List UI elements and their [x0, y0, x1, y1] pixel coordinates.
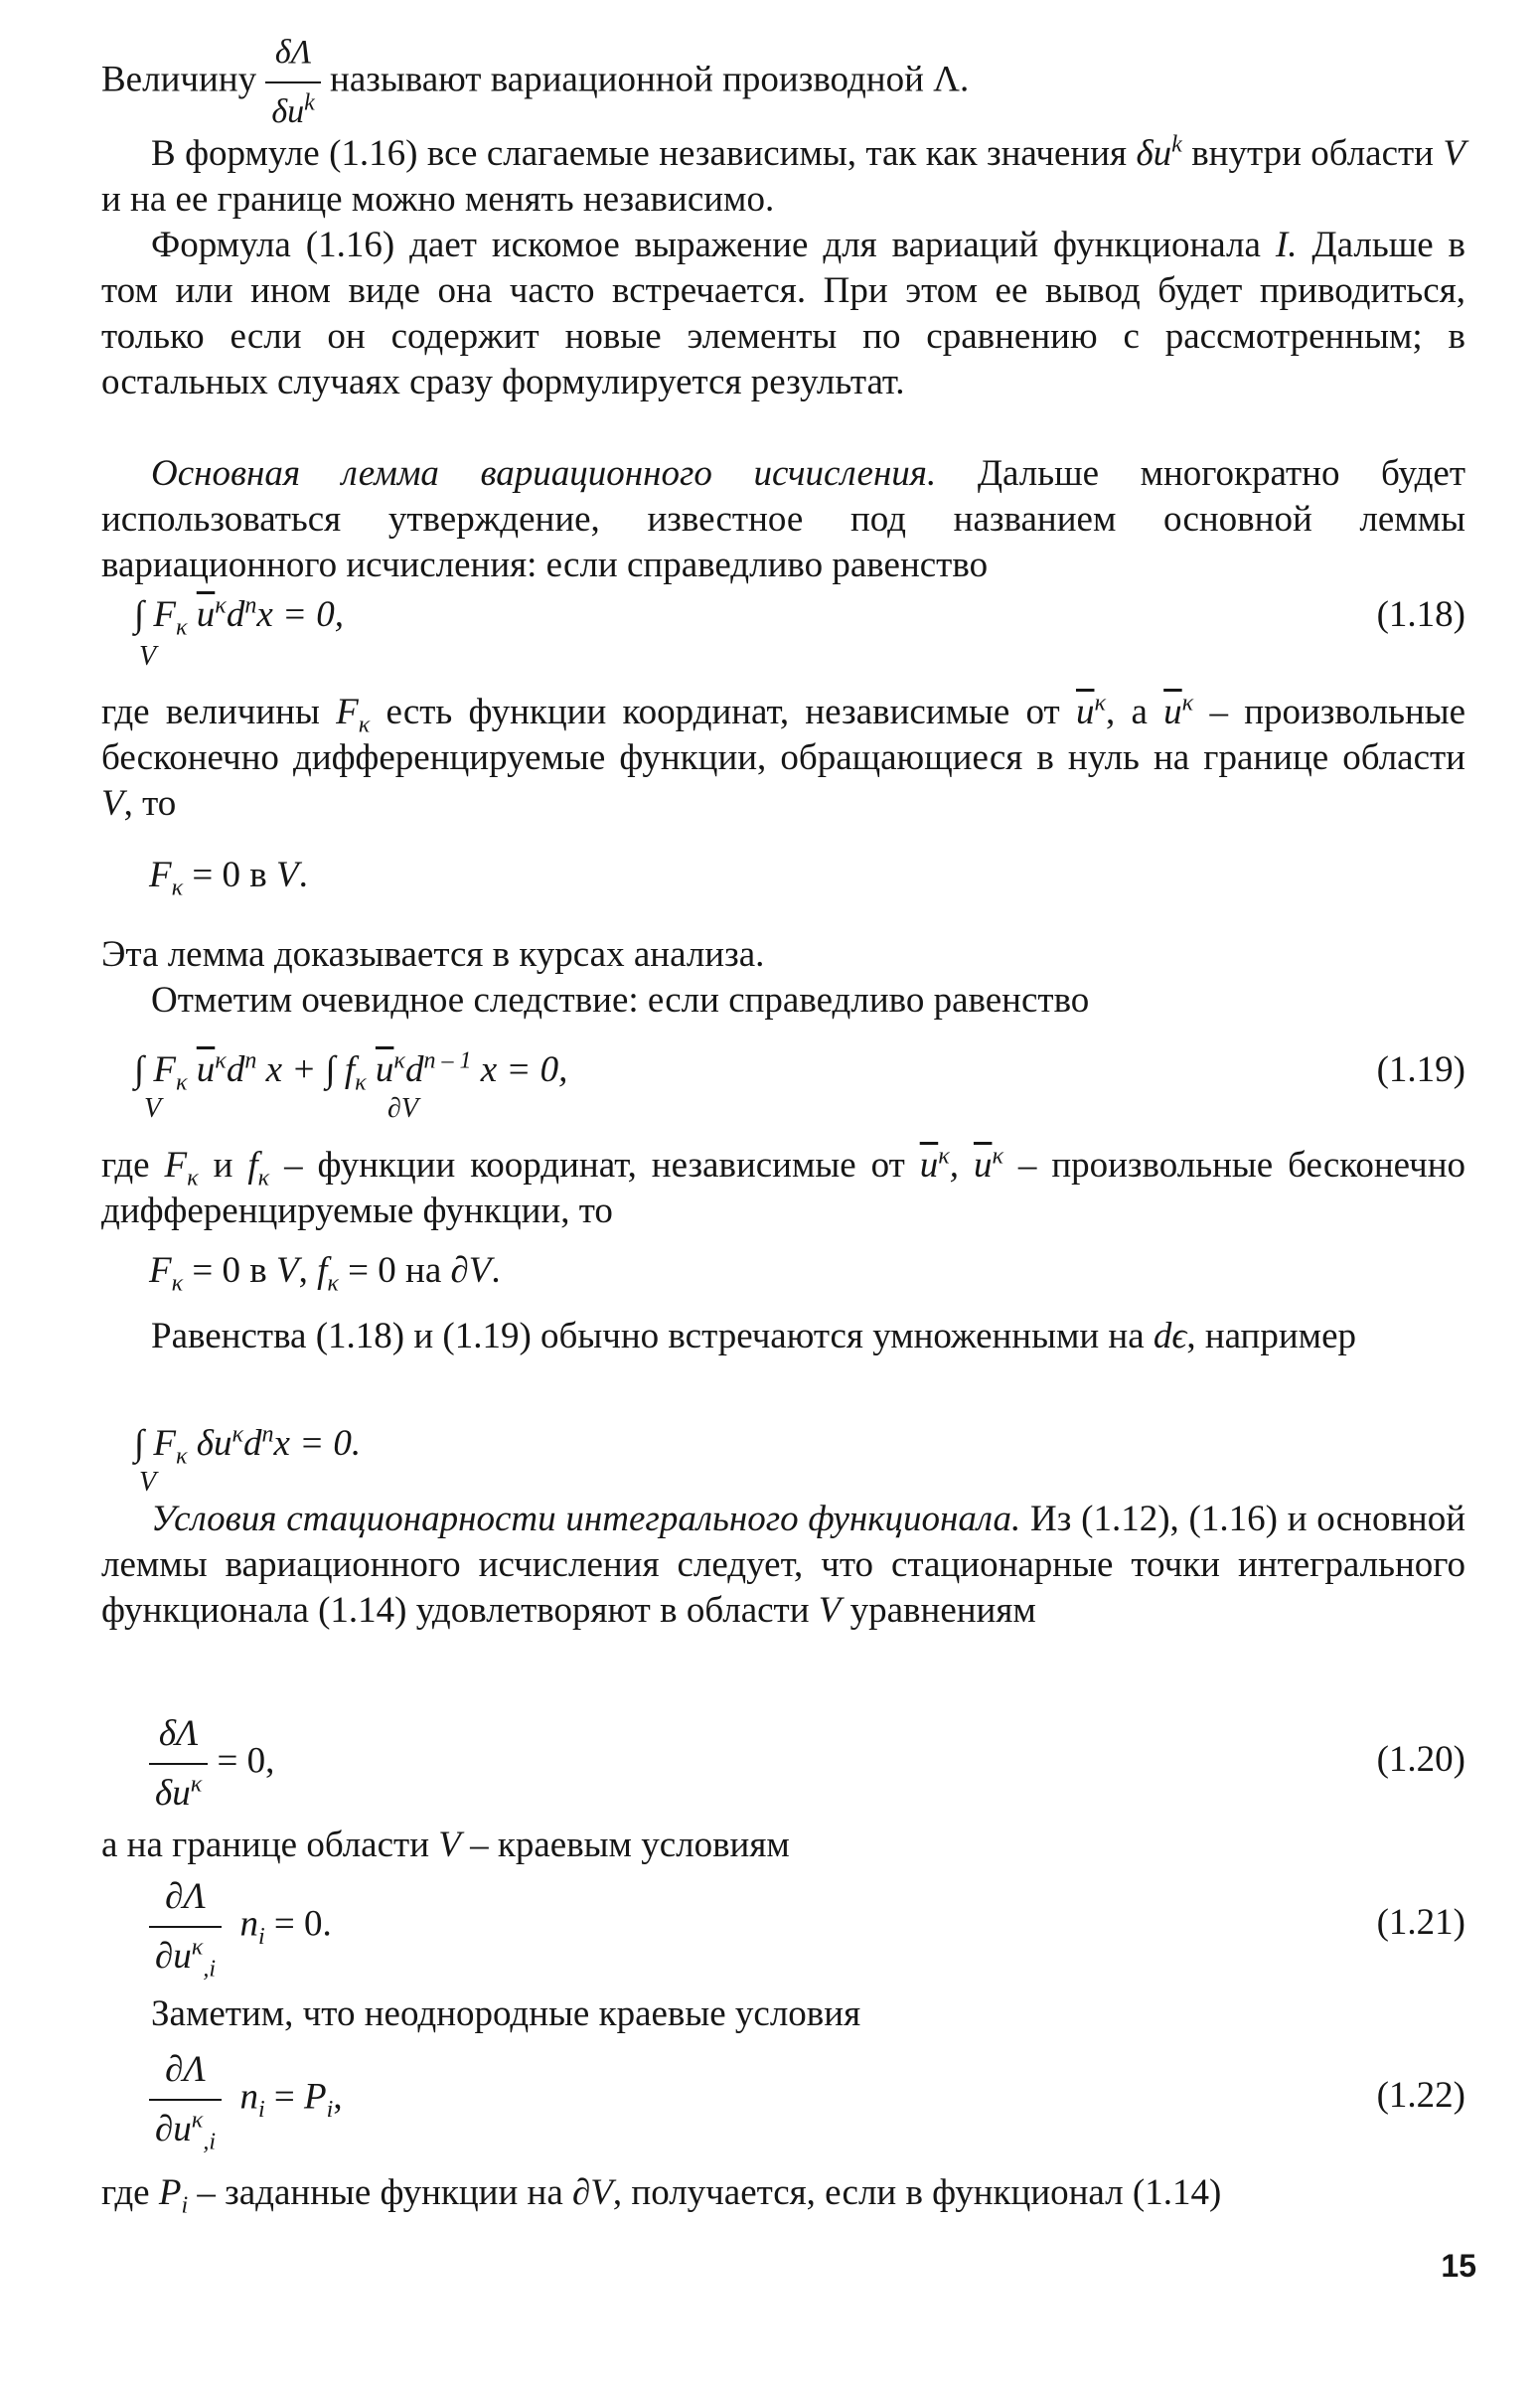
paragraph-lemma-proven: Эта лемма доказывается в курсах анализа. [101, 934, 765, 975]
equation-variation: ∫ $F_\kappa$ $\delta u^\kappa d^nx = 0$. [134, 1421, 362, 1470]
equation-label-1-20: (1.20) [1376, 1739, 1465, 1780]
paragraph-corollary: Отметим очевидное следствие: если справедливо равенство [151, 980, 1090, 1021]
paragraph-stationarity: Условия стационарности интегрального функционала. Из (1.12), (1.16) и основной леммы вариационного исчисления следует, что стационарные точки интегрального функционала (1.14) удовлетворяют в области V уравнениям [101, 1499, 1466, 1631]
fraction-numerator: δΛ [274, 34, 312, 71]
fraction-denominator: $\delta u^k$ [265, 81, 320, 135]
equation-label-1-19: (1.19) [1376, 1049, 1465, 1090]
variational-derivative-fraction [265, 30, 320, 135]
equation-label-1-22: (1.22) [1376, 2075, 1465, 2116]
paragraph-independent-terms: В формуле (1.16) все слагаемые независимы, так как значения $\delta u^k$ внутри области V и на ее границе можно менять независимо. [101, 131, 1465, 220]
equation-label-1-21: (1.21) [1376, 1902, 1465, 1943]
page-number: 15 [1441, 2248, 1476, 2284]
intro-word: Величину [101, 59, 257, 100]
paragraph-inhomogeneous: Заметим, что неоднородные краевые условия [151, 1993, 861, 2034]
equation-Fk-fk-zero: $F_\kappa = 0$ в V, $f_\kappa = 0$ на ∂V. [149, 1250, 501, 1297]
paragraph-formula-116: Формула (1.16) дает искомое выражение для вариаций функционала I. Дальше в том или ином виде она часто встречается. При этом ее вывод будет приводиться, только если он содержит новые элементы по сравнению с рассмотренным; в остальных случаях сразу формулируется результат. [101, 225, 1466, 402]
paragraph-where-Pi: где $P_i$ – заданные функции на ∂V, получается, если в функционал (1.14) [101, 2172, 1222, 2219]
equation-label-1-18: (1.18) [1376, 594, 1465, 635]
equation-1-22: $\frac{\partial\Lambda}{\partial u^\kappa_{,i}}$ $n_i = P_i$, [149, 2047, 343, 2152]
paragraph-where-Fk: где величины $F_\kappa$ есть функции координат, независимые от $\overline{u}^\kappa$, а $\overline{u}^\kappa$ – произвольные бесконечно дифференцируемые функции, обращающиеся в нуль на границе области V, то [101, 690, 1466, 824]
paragraph-multiplied-equalities: Равенства (1.18) и (1.19) обычно встречаются умноженными на dϵ, например [151, 1316, 1356, 1356]
integral-domain-V-2: V [144, 1093, 162, 1124]
integral-domain-V-3: V [139, 1467, 157, 1498]
integral-domain-boundary: ∂V [387, 1093, 418, 1124]
equation-Fk-zero: $F_\kappa = 0$ в V. [149, 855, 308, 901]
intro-line [101, 30, 969, 135]
paragraph-where-Fk-fk: где $F_\kappa$ и $f_\kappa$ – функции координат, независимые от $\overline{u}^\kappa$, $\overline{u}^\kappa$ – произвольные бесконечно дифференцируемые функции, то [101, 1143, 1466, 1231]
stationarity-title: Условия стационарности интегрального функционала. [151, 1499, 1021, 1539]
integral-domain-V: V [139, 641, 157, 672]
paragraph-basic-lemma: Основная лемма вариационного исчисления. Дальше многократно будет использоваться утверждение, известное под названием основной леммы вариационного исчисления: если справедливо равенство [101, 453, 1466, 585]
lemma-title: Основная лемма вариационного исчисления. [151, 453, 937, 494]
intro-rest: называют вариационной производной Λ. [330, 59, 970, 100]
equation-1-19: ∫ $F_\kappa$ $\overline{u}^\kappa d^n$ x + ∫ $f_\kappa$ $\overline{u}^\kappa d^{n - 1}$ x = 0, [134, 1047, 568, 1096]
equation-1-20: $\frac{\delta\Lambda}{\delta u^\kappa}$ = 0, [149, 1711, 274, 1817]
paragraph-boundary-conditions: а на границе области V – краевым условиям [101, 1825, 790, 1865]
equation-1-18: ∫ $F_\kappa$ $\overline{u}^\kappa d^nx = 0$, [134, 592, 344, 641]
equation-1-21: $\frac{\partial\Lambda}{\partial u^\kappa_{,i}}$ $n_i = 0$. [149, 1874, 332, 1980]
